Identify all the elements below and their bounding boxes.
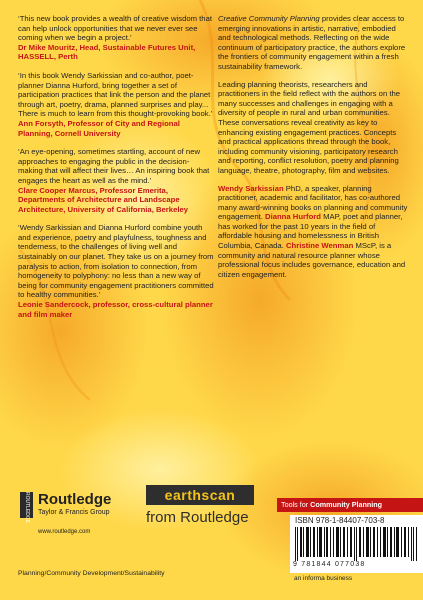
endorsement-column	[18, 14, 214, 328]
isbn-number: ISBN 978-1-84407-703-8	[295, 516, 385, 525]
earthscan-wordmark: earthscan	[146, 485, 254, 505]
routledge-logo-icon: ROUTLEDGE	[20, 492, 33, 518]
barcode-digits: 9 781844 077038	[293, 561, 366, 568]
publisher-footer	[18, 485, 423, 600]
endorsement-quote	[18, 71, 214, 138]
quote-text: ‘In this book Wendy Sarkissian and co-author, poet-planner Dianna Hurford, bring together a set of participation practices that link the person and the planet through art, poetry, drama, planned surprises and play... There is much to learn from this thought-provoking book.’	[18, 70, 213, 119]
series-prefix: Tools for	[281, 500, 309, 509]
author-bio-text: MAP, poet and planner, has worked for the past 10 years in the field of affordable housing and homelessness in British Columbia, Canada.	[218, 212, 403, 251]
quote-author: Dr Mike Mouritz, Head, Sustainable Futures Unit, HASSELL, Perth	[18, 42, 196, 62]
quote-text: ‘Wendy Sarkissian and Dianna Hurford combine youth and experience, poetry and playfulness, toughness and tenderness, to the challenges of living well and sustainably on our planet. They take us on a journey from paralysis to action, from isolation to connection, from homogeneity to polyphony: no less than a new way of being for community engagement practitioners committed to healthy communities.’	[18, 223, 214, 300]
endorsement-quote	[18, 147, 214, 214]
blurb-text: provides clear access to emerging innovations in artistic, narrative, embodied and technological methods. Reflecting on the wide continuum of participatory practice, the authors explore the frontiers of community engagement within a fresh sustainability framework.	[218, 14, 406, 71]
informa-tagline: an informa business	[294, 575, 353, 582]
quote-author: Ann Forsyth, Professor of City and Regional Planning, Cornell University	[18, 118, 180, 138]
publisher-url: www.routledge.com	[38, 529, 91, 535]
author-name: Dianna Hurford	[265, 212, 321, 222]
series-name: Community Planning	[310, 500, 383, 509]
author-name: Wendy Sarkissian	[218, 183, 284, 193]
endorsement-quote	[18, 223, 214, 319]
author-name: Christine Wenman	[285, 241, 354, 251]
isbn-barcode-box	[290, 515, 423, 573]
blurb-paragraph: Leading planning theorists, researchers and practitioners in the field reflect with the authors on the many successes and challenges in engaging with a diversity of people in rural and urban communities. These conversations reveal creativity as key to enhancing existing engagement practices. Concepts and practical applications thread through the book, including community visioning, participatory research and reporting, conflict resolution, poetry and planning language, theatre, photography, film and websites.	[218, 79, 401, 175]
description-column	[218, 14, 408, 287]
earthscan-logo	[146, 485, 254, 531]
quote-author: Leonie Sandercock, professor, cross-cultural planner and film maker	[18, 300, 213, 319]
earthscan-tagline: from Routledge	[146, 509, 249, 526]
quote-text: ‘An eye-opening, sometimes startling, account of new approaches to engaging the public in the decision-making that will affect their lives… An inspiring book that engages the heart as well as the mind.’	[18, 147, 210, 185]
blurb-paragraph	[218, 14, 408, 72]
quote-text: ‘This new book provides a wealth of creative wisdom that can help unlock opportunities that we never ever see coming when we begin a project.’	[18, 14, 212, 43]
publisher-group: Taylor & Francis Group	[38, 509, 110, 516]
author-bio-text: PhD, a speaker, planning practitioner, academic and facilitator, has co-authored many award-winning books on planning and community engagement.	[218, 183, 408, 222]
quote-author: Clare Cooper Marcus, Professor Emerita, Departments of Architecture and Landscape Architecture, University of California, Berkeley	[18, 185, 189, 214]
endorsement-quote	[18, 14, 214, 62]
author-bios	[218, 184, 408, 280]
publisher-name: Routledge	[38, 491, 112, 508]
barcode-icon	[295, 527, 417, 561]
author-bio-text: MScP, is a community and natural resource planner whose professional focus includes governance, education and citizen engagement.	[218, 241, 406, 279]
series-banner	[277, 498, 423, 512]
subject-category: Planning/Community Development/Sustainability	[18, 570, 165, 577]
book-title-inline: Creative Community Planning	[218, 14, 320, 23]
